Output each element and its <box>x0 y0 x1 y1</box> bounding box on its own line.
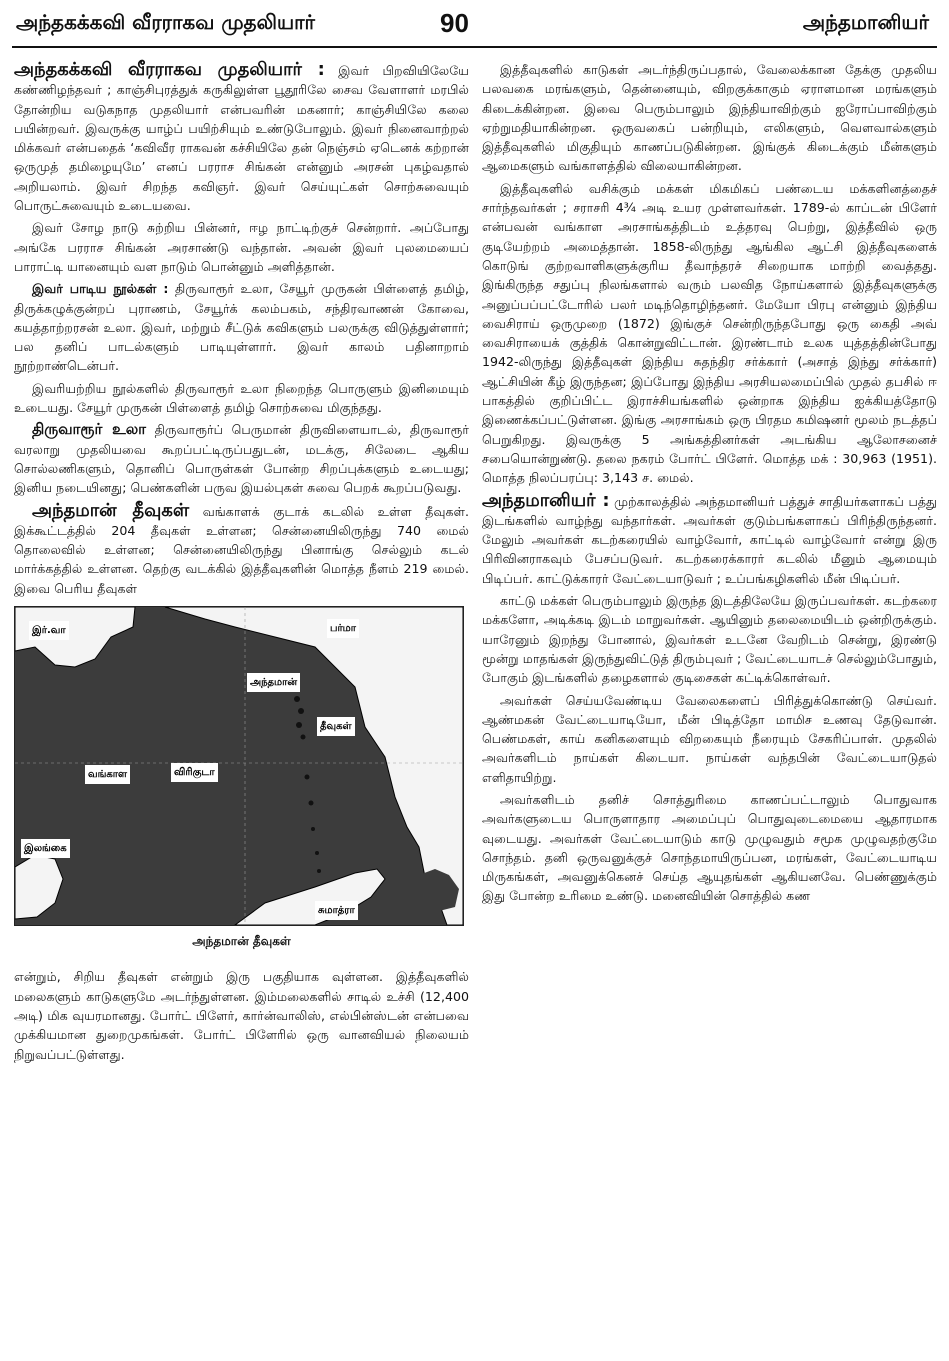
paragraph-text: திருவாரூர் உலா, சேயூர் முருகன் பிள்ளைத் தமிழ், திருக்கழுக்குன்றப் புராணம், சேயூர்க் கலம்பகம், சந்திரவாணன் கோவை, கயத்தாற்றரசன் உலா. இவர், மற்றும் சீட்டுக் கவிகளும் பலருக்கு விடுத்துள்ளார்; பல தனிப் பாடல்களும் பாடியுள்ளார். இவர் காலம் பதினாறாம் நூற்றாண்டென்பர். <box>14 281 469 374</box>
paragraph: இவரியற்றிய நூல்களில் திருவாரூர் உலா நிறைந்த பொருளும் இனிமையும் உடையது. சேயூர் முருகன் பிள்ளைத் தமிழ் சொற்சுவை மிகுந்தது. <box>14 380 469 416</box>
entry-heading: அந்தமானியர் : <box>482 489 610 511</box>
paragraph: அவர்கள் செய்யவேண்டிய வேலைகளைப் பிரித்துக்கொண்டு செய்வர். ஆண்மகன் வேட்டையாடியோ, மீன் பிடித்தோ மாமிச உணவு தேடுவான். பெண்மகள், காய் கனிகளையும் விறகையும் நீரையும் சேகரிப்பாள். முதலில் அவர்களிடம் நாய்கள் கிடையா. நாய்கள் வந்தபின் வேட்டையாடுதல் எளிதாயிற்று. <box>482 692 937 785</box>
right-column <box>482 60 937 909</box>
entry-andamanese <box>482 491 937 588</box>
map-label: அந்தமான் <box>247 673 300 692</box>
map-label: இர்.வா <box>29 621 69 640</box>
entry-text: இவர் பிறவியிலேயே கண்ணிழந்தவர் ; காஞ்சிபுரத்துக் கருகிலுள்ள பூதூரிலே சைவ வேளாளர் மரபில் தோன்றிய வடுகநாத முதலியார் என்பவரின் மகனார்; காஞ்சியிலே கலை பயின்றவர். இவருக்கு யாழ்ப் பயிற்சியும் உண்டுபோலும். இவர் நினைவாற்றல் மிக்கவர் என்பதைக் ‘கவிவீர ராகவன் கச்சியிலே தன் நெஞ்சம் ஏடெனக் கற்றான் ஒருமுத் தமிழையுமே’ எனப் பரராச சிங்கன் என்னும் அரசன் புகழ்வதால் அறியலாம். இவர் சிறந்த கவிஞர். இவர் செய்யுட்கள் சொற்சுவையும் பொருட்சுவையும் உடையவை. <box>14 63 469 214</box>
paragraph: காட்டு மக்கள் பெரும்பாலும் இருந்த இடத்திலேயே இருப்பவர்கள். கடற்கரை மக்களோ, அடிக்கடி இடம் மாறுவர்கள். ஆயினும் தலைமையிடம் ஒன்றிருக்கும். யாரேனும் இறந்து போனால், இவர்கள் உடனே வேறிடம் சென்று, இரண்டு மூன்று மாதங்கள் இருந்துவிட்டுத் திரும்புவர் ; வேட்டையாடச் செல்லும்போதும், போகும் இடங்களில் தழைகளால் குடிசைகள் கட்டிக்கொள்வர். <box>482 593 937 686</box>
left-column <box>14 60 469 1067</box>
entry-andaman-islands <box>14 501 469 598</box>
running-head-right: அந்தமானியர் <box>802 10 929 34</box>
entry-heading: அந்தமான் தீவுகள் <box>32 499 190 521</box>
paragraph: என்றும், சிறிய தீவுகள் என்றும் இரு பகுதியாக வுள்ளன. இத்தீவுகளில் மலைகளும் காடுகளுமே அடர்ந்துள்ளன. இம்மலைகளில் சாடில் உச்சி (12,400 அடி) மிக வுயரமானது. போர்ட் பிளேர், கார்ன்வாலிஸ், எல்பின்ஸ்டன் என்பவை முக்கியமான துறைமுகங்கள். போர்ட் பிளேரில் ஒரு வானவியல் நிலையம் நிறுவப்பட்டுள்ளது. <box>14 969 469 1062</box>
map-label: சுமாத்ரா <box>315 901 358 920</box>
map-label: விரிகுடா <box>171 763 218 782</box>
inline-heading: திருவாரூர் உலா <box>32 420 146 439</box>
entry-veeraraghava <box>14 60 469 215</box>
map-label: தீவுகள் <box>317 717 355 736</box>
map-label: பர்மா <box>327 619 359 638</box>
map-label: இலங்கை <box>21 839 70 858</box>
paragraph: அவர்களிடம் தனிச் சொத்துரிமை காணப்பட்டாலும் பொதுவாக அவர்களுடைய பொருளாதார அமைப்புப் பொதுவுடைமையை ஆதாரமாக வுடையது. அவர்கள் வேட்டையாடும் காடு முழுவதும் சமூக முழுவதற்குமே சொந்தம். தனி ஒருவனுக்குச் சொந்தமாயிருப்பன, மரங்கள், வேட்டையாடிய மிருகங்கள், அவனுக்கெனச் செய்த ஆயுதங்கள் ஆகியனவே. பெண்ணுக்கும் இது போன்ற உரிமை உண்டு. மனைவியின் சொத்தில் கண <box>482 791 937 904</box>
page-header <box>0 8 949 42</box>
header-rule <box>12 46 937 48</box>
entry-text: முற்காலத்தில் அந்தமானியர் பத்துச் சாதியர்களாகப் பத்து இடங்களில் வாழ்ந்து வந்தார்கள். அவர்கள் குடும்பங்களாகப் பிரிந்திருந்தனர். மேலும் அவர்கள் கடற்கரையில் வாழ்வோர், காட்டில் வாழ்வோர் என்று இரு பிரிவினராகவும் பேசப்படுவர். கடற்கரைக்காரர் கடலில் மீனும் ஆமையும் பிடிப்பர். காட்டுக்காரர் வேட்டையாடுவர் ; உப்பங்கழிகளில் மீன் பிடிப்பர். <box>482 493 937 586</box>
map-caption: அந்தமான் தீவுகள் <box>192 934 291 949</box>
entry-text: வங்காளக் குடாக் கடலில் உள்ள தீவுகள். இக்கூட்டத்தில் 204 தீவுகள் உள்ளன; சென்னையிலிருந்து 740 மைல் தொலைவில் உள்ளன; சென்னையிலிருந்து பினாங்கு செல்லும் கடல் மார்க்கத்தில் உள்ளன. தெற்கு வடக்கில் இத்தீவுகளின் மொத்த நீளம் 219 மைல். இவை பெரிய தீவுகள் <box>14 503 469 596</box>
paragraph-thiruvarur-ula <box>14 420 469 497</box>
running-head-left: அந்தகக்கவி வீரராகவ முதலியார் <box>16 10 315 34</box>
paragraph: இத்தீவுகளில் காடுகள் அடர்ந்திருப்பதால், வேலைக்கான தேக்கு முதலிய பலவகை மரங்களும், தென்னையும், விறகுக்காகும் ஏராளமான மரங்களும் கிடைக்கின்றன. இவை பெரும்பாலும் இந்தியாவிற்கும் ஐரோப்பாவிற்கும் ஏற்றுமதியாகின்றன. ஒருவகைப் பன்றியும், எலிகளும், வௌவால்களும் இத்தீவுகளில் மிகுதியும் காணப்படுகின்றன. இங்குக் கிடைக்கும் மீன்களும் ஆமைகளும் வங்காளத்தில் விலையாகின்றன. <box>482 62 937 174</box>
map-label: வங்காள <box>85 765 130 784</box>
page-number: 90 <box>440 8 469 38</box>
paragraph: இவர் சோழ நாடு சுற்றிய பின்னர், ஈழ நாட்டிற்குச் சென்றார். அப்போது அங்கே பரராச சிங்கன் அரசாண்டு வந்தான். அவன் இவர் புலமையைப் பாராட்டி யானையும் வள நாடும் பொன்னும் அளித்தான். <box>14 220 469 274</box>
paragraph: இத்தீவுகளில் வசிக்கும் மக்கள் மிகமிகப் பண்டைய மக்களினத்தைச் சார்ந்தவர்கள் ; சராசரி 4¾ அடி உயர முள்ளவர்கள். 1789-ல் காப்டன் பிளேர் என்பவன் வங்காள அரசாங்கத்திடம் உத்தரவு பெற்று, இத்தீவில் ஒரு குடியேற்றம் அமைத்தான். 1858-லிருந்து ஆங்கில ஆட்சி இத்தீவுகளைக் கொடுங் குற்றவாளிகளுக்குரிய தீவாந்தரச் சிறையாக மாற்றி வைத்தது. இங்கிருந்த சதுப்பு நிலங்களால் வரும் பலவித நோய்களால் இத்தீவுகளுக்கு அனுப்பப்பட்டோரில் பலர் மடிந்தொழிந்தனர். மேயோ பிரபு என்னும் இந்திய வைசிராய் ஒருமுறை (1872) இங்குச் சென்றிருந்தபோது ஒரு கைதி அவ் வைசிராயைக் குத்திக் கொன்றுவிட்டான். இரண்டாம் உலக யுத்தத்தின்போது 1942-லிருந்து இத்தீவுகள் இந்திய சுதந்திர சர்க்கார் (அசாத் இந்து சர்க்கார்) ஆட்சியின் கீழ் இருந்தன; இப்போது இந்திய அரசியலமைப்பில் முதல் தபசில் ஈ பாகத்தில் குறிப்பிட்ட இராச்சியங்களில் ஒன்றாக இந்திய ஐக்கியத்தோடு இணைக்கப்பட்டுள்ளன. இங்கு அரசாங்கம் ஒரு பிரதம கமிஷனர் மூலம் நடத்தப் பெறுகிறது. இவருக்கு 5 அங்கத்தினர்கள் அடங்கிய ஆலோசனைச் சபையொன்றுண்டு. தலை நகரம் போர்ட் பிளேர். மொத்த மக் : 30,963 (1951). மொத்த நிலப்பரப்பு: 3,143 ச. மைல். <box>482 180 937 486</box>
paragraph-text: திருவாரூர்ப் பெருமான் திருவிளையாடல், திருவாரூர் வரலாறு முதலியவை கூறப்பட்டிருப்பதுடன், மடக்கு, சிலேடை ஆகிய சொல்லணிகளும், தொனிப் பொருள்கள் போன்ற சிறப்புக்களும் உடையது; இனிய நடையினது; பெண்களின் பருவ இயல்புகள் சுவை பெறக் கூறப்படுவது. <box>14 422 469 496</box>
entry-heading: அந்தகக்கவி வீரராகவ முதலியார் : <box>14 59 325 80</box>
andaman-map <box>14 606 464 926</box>
inline-heading: இவர் பாடிய நூல்கள் : <box>32 281 169 297</box>
map-graphic <box>15 607 463 925</box>
paragraph-works <box>14 279 469 375</box>
